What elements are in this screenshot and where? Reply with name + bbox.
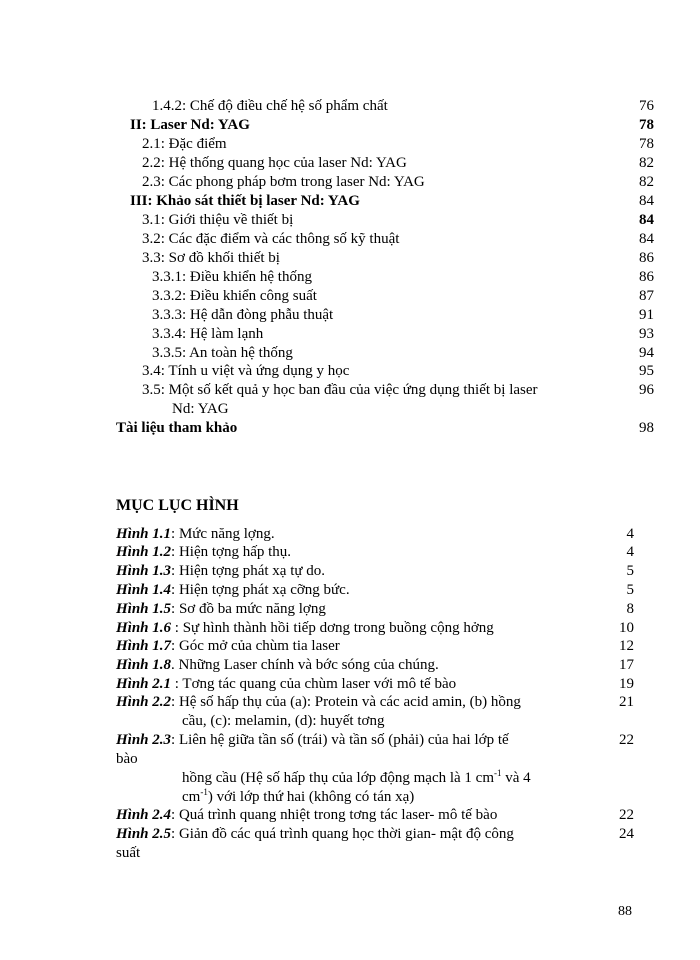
toc-page: 76 (639, 98, 654, 114)
page-number: 88 (618, 904, 632, 919)
toc-page: 84 (639, 231, 654, 247)
toc-page: 78 (639, 117, 654, 133)
figure-entry-continuation: hồng cầu (Hệ số hấp thụ của lớp động mạch là 1 $cm^{-1}$ và 4 (182, 768, 531, 786)
toc-entry: 3.4: Tính u việt và ứng dụng y học (142, 363, 350, 379)
figure-entry: Hình 2.3: Liên hệ giữa tần số (trái) và tần số (phải) của hai lớp tế (116, 732, 509, 748)
figure-entry: Hình 1.7: Góc mở của chùm tia laser (116, 638, 340, 654)
figure-page: 17 (619, 657, 634, 673)
figure-entry: Hình 2.4: Quá trình quang nhiệt trong tơng tác laser- mô tế bào (116, 807, 498, 823)
toc-entry: 1.4.2: Chế độ điều chế hệ số phẩm chất (152, 98, 388, 114)
toc-entry: 3.1: Giới thiệu về thiết bị (142, 212, 294, 228)
figure-page: 22 (619, 732, 634, 748)
figure-entry: Hình 1.3: Hiện tợng phát xạ tự do. (116, 563, 325, 579)
figure-entry-continuation: suất (116, 845, 141, 861)
toc-entry: 3.5: Một số kết quả y học ban đầu của việc ứng dụng thiết bị laser (142, 382, 538, 398)
toc-page: 86 (639, 269, 654, 285)
figure-page: 22 (619, 807, 634, 823)
toc-entry: Tài liệu tham khảo (116, 420, 238, 436)
figure-entry: Hình 2.2: Hệ số hấp thụ của (a): Protein và các acid amin, (b) hồng (116, 694, 521, 710)
toc-entry: 3.3.2: Điều khiển công suất (152, 288, 317, 304)
toc-page: 82 (639, 174, 654, 190)
figure-entry: Hình 2.1 : Tơng tác quang của chùm laser với mô tế bào (116, 676, 457, 692)
toc-entry: 3.3.5: An toàn hệ thống (152, 345, 293, 361)
figures-heading: MỤC LỤC HÌNH (116, 497, 239, 514)
toc-page: 84 (639, 193, 654, 209)
figure-page: 4 (626, 544, 634, 560)
toc-page: 84 (639, 212, 654, 228)
figure-page: 21 (619, 694, 634, 710)
toc-entry: 3.2: Các đặc điểm và các thông số kỹ thuật (142, 231, 400, 247)
figure-page: 12 (619, 638, 634, 654)
figure-page: 8 (626, 601, 634, 617)
toc-entry: 3.3: Sơ đồ khối thiết bị (142, 250, 280, 266)
toc-page: 91 (639, 307, 654, 323)
figure-page: 5 (626, 582, 634, 598)
figure-entry: Hình 1.6 : Sự hình thành hồi tiếp dơng trong buồng cộng hởng (116, 620, 494, 636)
toc-entry: III: Khảo sát thiết bị laser Nd: YAG (130, 193, 360, 209)
toc-page: 87 (639, 288, 654, 304)
figure-entry: Hình 1.2: Hiện tợng hấp thụ. (116, 544, 292, 560)
figure-entry: Hình 1.5: Sơ đồ ba mức năng lợng (116, 601, 326, 617)
toc-page: 95 (639, 363, 654, 379)
figure-entry: Hình 1.4: Hiện tợng phát xạ cỡng bức. (116, 582, 350, 598)
figure-page: 19 (619, 676, 634, 692)
toc-entry: 3.3.1: Điều khiển hệ thống (152, 269, 312, 285)
figure-page: 10 (619, 620, 634, 636)
toc-entry: 3.3.4: Hệ làm lạnh (152, 326, 264, 342)
toc-entry: 2.1: Đặc điểm (142, 136, 227, 152)
figure-page: 4 (626, 526, 634, 542)
toc-page: 93 (639, 326, 654, 342)
figure-entry-continuation: $cm^{-1}$) với lớp thứ hai (không có tán xạ) (182, 787, 415, 805)
toc-entry: 2.2: Hệ thống quang học của laser Nd: YAG (142, 155, 407, 171)
figure-entry-continuation: cầu, (c): melamin, (d): huyết tơng (182, 713, 385, 729)
toc-page: 78 (639, 136, 654, 152)
toc-entry: Nd: YAG (172, 401, 229, 417)
toc-page: 82 (639, 155, 654, 171)
figure-page: 5 (626, 563, 634, 579)
toc-entry: 3.3.3: Hệ dẫn đòng phẫu thuật (152, 307, 334, 323)
figure-entry: Hình 2.5: Giản đồ các quá trình quang học thời gian- mật độ công (116, 826, 514, 842)
figure-entry: Hình 1.1: Mức năng lợng. (116, 526, 275, 542)
toc-page: 98 (639, 420, 654, 436)
toc-page: 86 (639, 250, 654, 266)
figure-page: 24 (619, 826, 634, 842)
toc-page: 96 (639, 382, 654, 398)
figure-entry-continuation: bào (116, 751, 138, 767)
toc-page: 94 (639, 345, 654, 361)
toc-entry: 2.3: Các phong pháp bơm trong laser Nd: YAG (142, 174, 425, 190)
toc-entry: II: Laser Nd: YAG (130, 117, 250, 133)
figure-entry: Hình 1.8. Những Laser chính và bớc sóng của chúng. (116, 657, 439, 673)
